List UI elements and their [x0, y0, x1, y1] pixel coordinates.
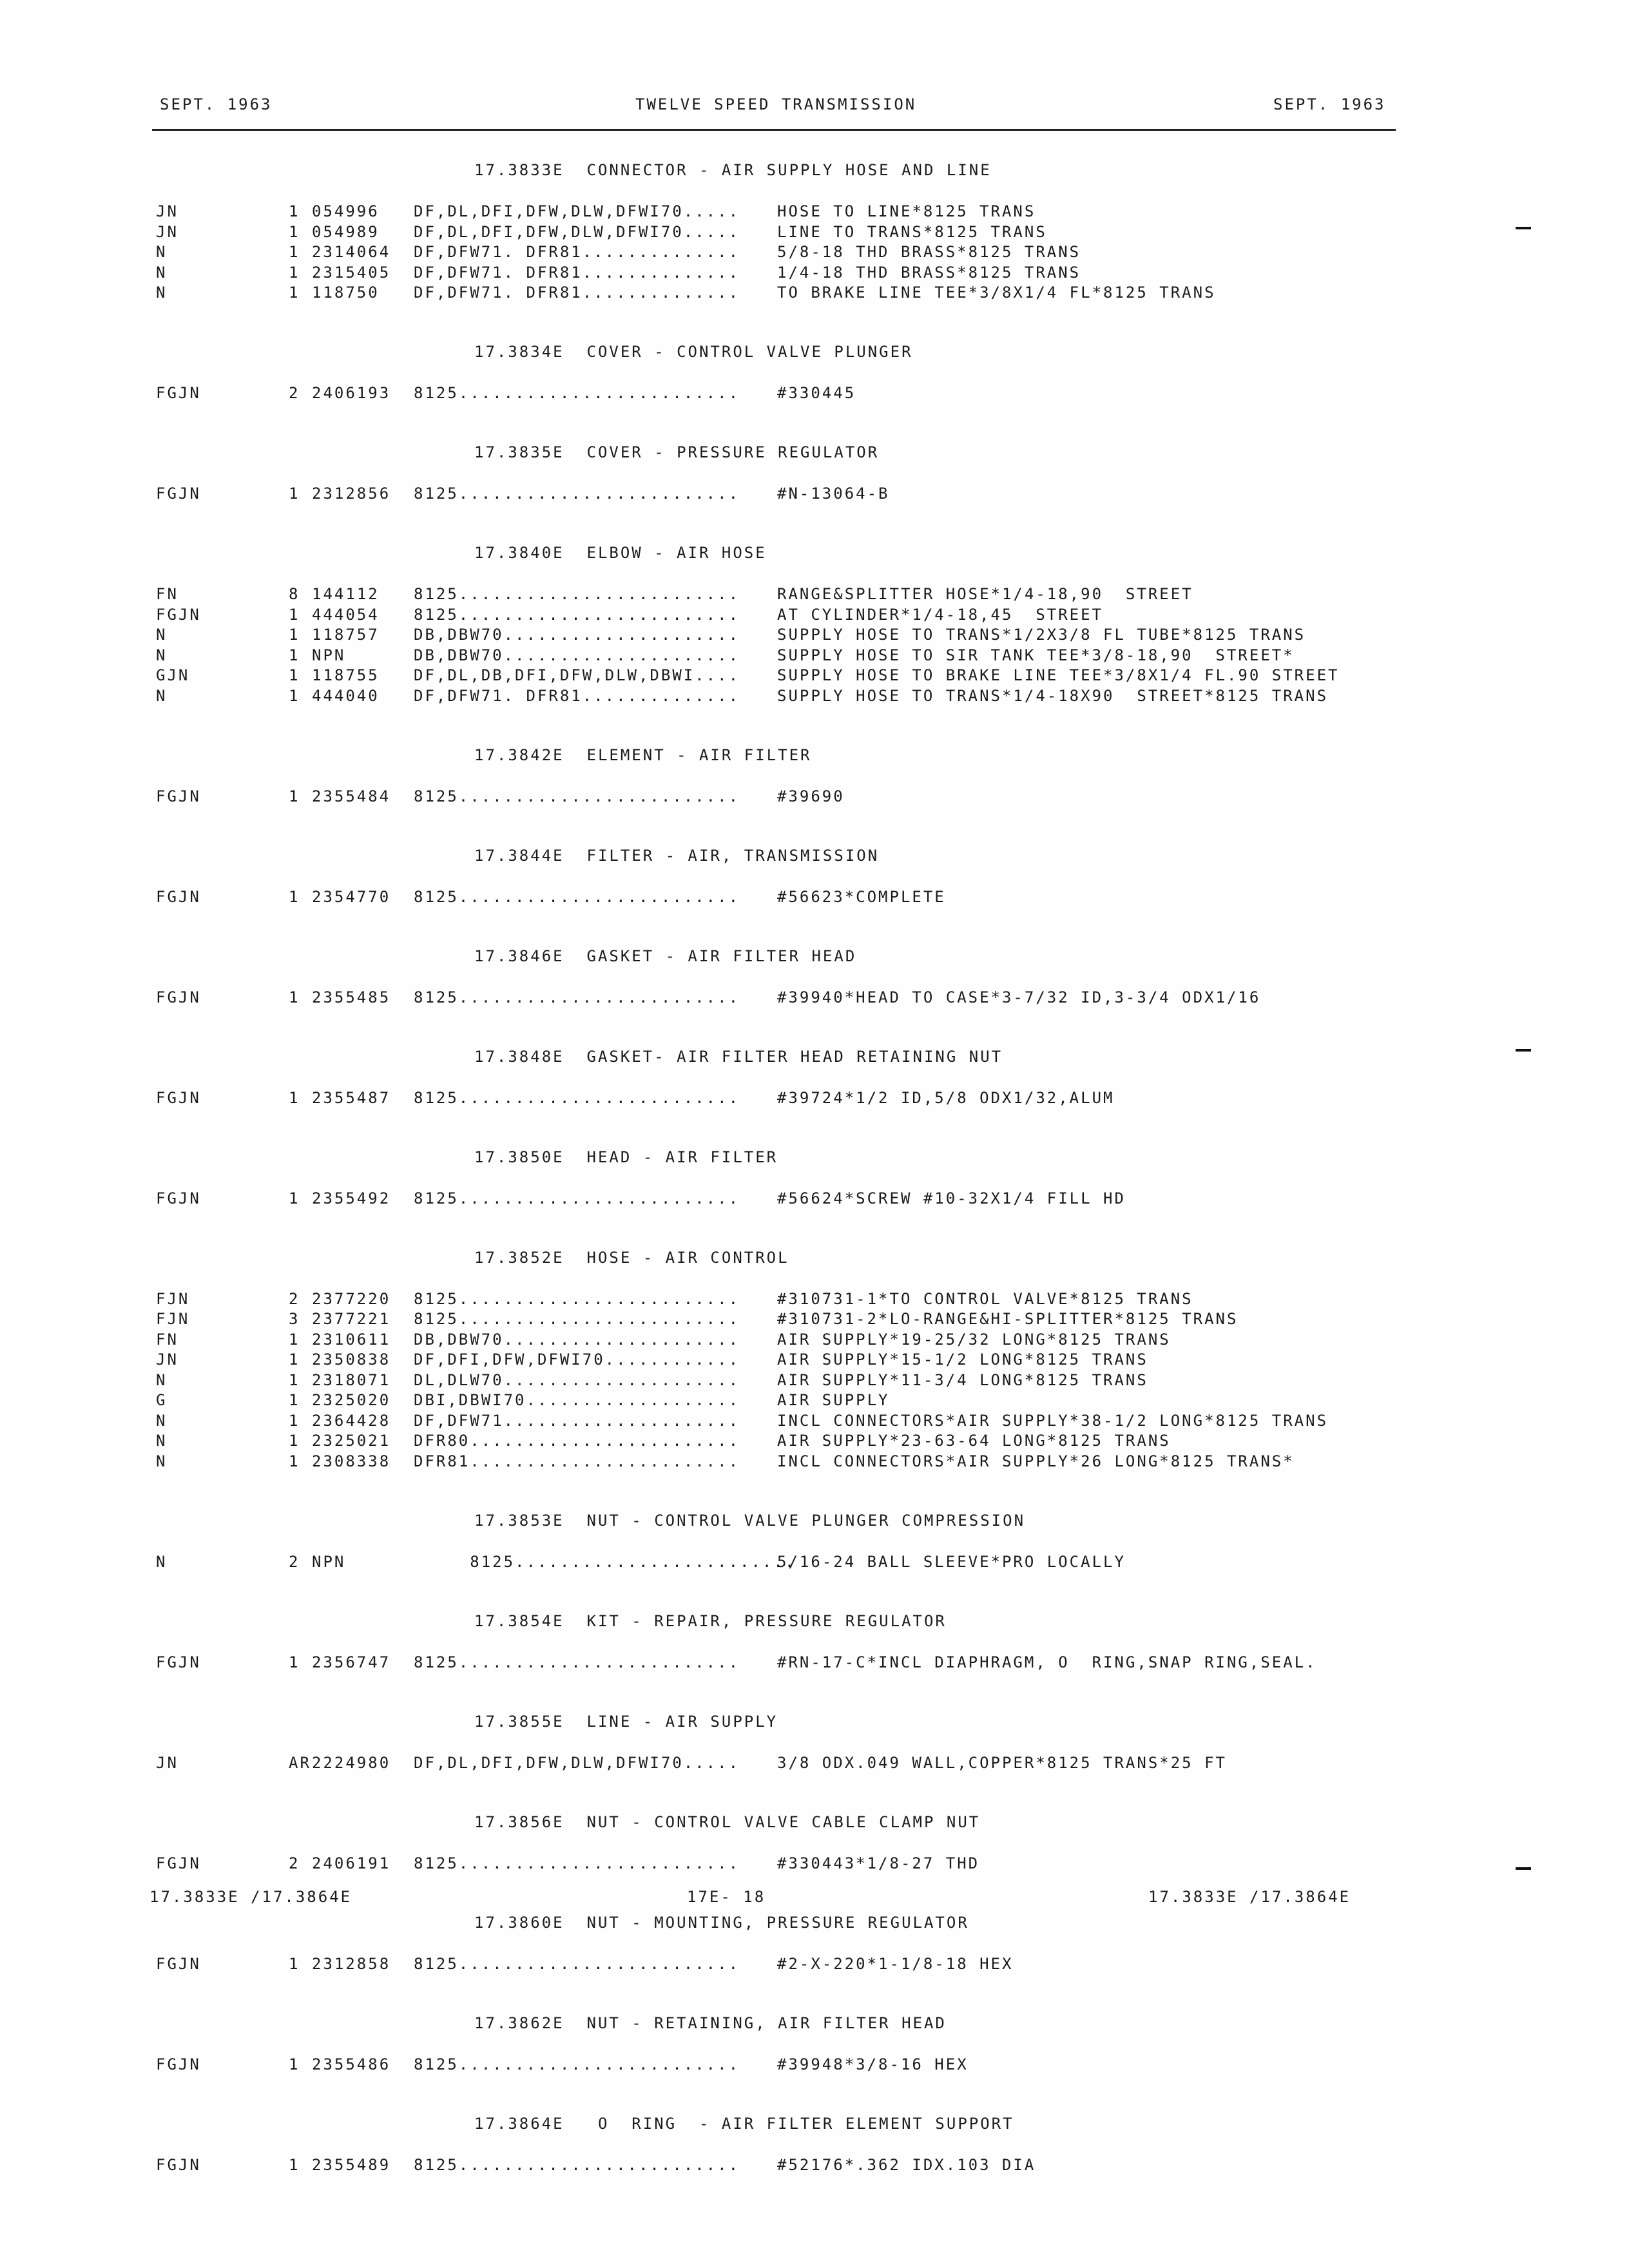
part-number: 2355486	[312, 2055, 391, 2073]
part-row	[0, 485, 1629, 505]
quantity: 1	[289, 1432, 300, 1450]
description: 5/16-24 BALL SLEEVE*PRO LOCALLY	[777, 1552, 1126, 1571]
part-row	[0, 2156, 1629, 2177]
section-title: 17.3842E ELEMENT - AIR FILTER	[474, 745, 812, 764]
part-row	[0, 1854, 1629, 1875]
section-title: 17.3864E O RING - AIR FILTER ELEMENT SUPPORT	[474, 2114, 1014, 2133]
footer-range-left: 17.3833E /17.3864E	[149, 1888, 352, 1906]
quantity: 1	[289, 988, 300, 1006]
model-codes: FGJN	[156, 887, 201, 906]
part-row	[0, 1310, 1629, 1331]
part-number: 2364428	[312, 1411, 391, 1430]
part-row	[0, 988, 1629, 1009]
part-number: 2355489	[312, 2155, 391, 2174]
model-codes: N	[156, 243, 168, 261]
description: #56623*COMPLETE	[777, 887, 946, 906]
part-row	[0, 1412, 1629, 1432]
quantity: 1	[289, 202, 300, 220]
application: 8125.........................	[414, 2155, 740, 2174]
quantity: 1	[289, 1411, 300, 1430]
quantity: 1	[289, 284, 300, 302]
application: DFR80........................	[414, 1432, 740, 1450]
description: #2-X-220*1-1/8-18 HEX	[777, 1954, 1014, 1973]
model-codes: JN	[156, 1753, 178, 1772]
section-title: 17.3854E KIT - REPAIR, PRESSURE REGULATOR	[474, 1611, 947, 1630]
application: 8125.........................	[414, 1289, 740, 1308]
part-number: 2224980	[312, 1753, 391, 1772]
application: DF,DFW71. DFR81..............	[414, 686, 740, 705]
description: LINE TO TRANS*8125 TRANS	[777, 222, 1047, 241]
part-row	[0, 787, 1629, 808]
quantity: 3	[289, 1310, 300, 1328]
part-number: 2377220	[312, 1289, 391, 1308]
application: DB,DBW70.....................	[414, 646, 740, 664]
application: 8125.........................	[414, 1310, 740, 1328]
quantity: 2	[289, 1289, 300, 1308]
application: DB,DBW70.....................	[414, 626, 740, 644]
part-number: 2318071	[312, 1370, 391, 1389]
application: 8125.........................	[414, 1088, 740, 1107]
part-row	[0, 585, 1629, 606]
description: SUPPLY HOSE TO SIR TANK TEE*3/8-18,90 STREET*	[777, 646, 1295, 664]
application: DF,DL,DFI,DFW,DLW,DFWI70.....	[414, 1753, 740, 1772]
quantity: 1	[289, 1391, 300, 1409]
model-codes: JN	[156, 222, 178, 241]
quantity: 1	[289, 1653, 300, 1671]
model-codes: FJN	[156, 1310, 190, 1328]
application: DF,DFW71.....................	[414, 1411, 740, 1430]
quantity: 1	[289, 787, 300, 805]
part-number: 2355487	[312, 1088, 391, 1107]
application: DF,DFW71. DFR81..............	[414, 284, 740, 302]
description: #N-13064-B	[777, 485, 890, 503]
application: 8125.........................	[414, 485, 740, 503]
page-header	[0, 95, 1629, 121]
header-date-right: SEPT. 1963	[1273, 95, 1386, 113]
part-number: 2312856	[312, 485, 391, 503]
description: #52176*.362 IDX.103 DIA	[777, 2155, 1036, 2174]
description: SUPPLY HOSE TO TRANS*1/4-18X90 STREET*8125 TRANS	[777, 686, 1329, 705]
model-codes: JN	[156, 1350, 178, 1369]
application: DFR81........................	[414, 1452, 740, 1470]
description: AIR SUPPLY*19-25/32 LONG*8125 TRANS	[777, 1330, 1171, 1349]
section-title: 17.3848E GASKET- AIR FILTER HEAD RETAINING NUT	[474, 1047, 1003, 1066]
part-number: 2406191	[312, 1854, 391, 1872]
quantity: 1	[289, 686, 300, 705]
application: 8125.........................	[414, 2055, 740, 2073]
part-row	[0, 1391, 1629, 1412]
section-title: 17.3855E LINE - AIR SUPPLY	[474, 1712, 778, 1731]
application: 8125.........................	[414, 605, 740, 624]
description: #39690	[777, 787, 845, 805]
footer-range-right: 17.3833E /17.3864E	[1148, 1888, 1351, 1906]
quantity: 1	[289, 243, 300, 261]
model-codes: N	[156, 1370, 168, 1389]
part-row	[0, 284, 1629, 304]
section-title: 17.3860E NUT - MOUNTING, PRESSURE REGULATOR	[474, 1913, 969, 1932]
part-number: 2325021	[312, 1432, 391, 1450]
model-codes: N	[156, 263, 168, 282]
model-codes: FGJN	[156, 605, 201, 624]
quantity: AR	[289, 1753, 311, 1772]
part-number: 444040	[312, 686, 380, 705]
description: SUPPLY HOSE TO TRANS*1/2X3/8 FL TUBE*8125 TRANS	[777, 626, 1306, 644]
quantity: 2	[289, 384, 300, 402]
application: DF,DL,DFI,DFW,DLW,DFWI70.....	[414, 202, 740, 220]
part-number: 2315405	[312, 263, 391, 282]
model-codes: N	[156, 284, 168, 302]
header-date-left: SEPT. 1963	[160, 95, 273, 113]
part-number: 2350838	[312, 1350, 391, 1369]
quantity: 1	[289, 1330, 300, 1349]
part-number: 2406193	[312, 384, 391, 402]
margin-mark	[1516, 227, 1531, 229]
application: DBI,DBWI70...................	[414, 1391, 740, 1409]
quantity: 1	[289, 626, 300, 644]
part-row	[0, 888, 1629, 908]
description: AIR SUPPLY	[777, 1391, 890, 1409]
model-codes: FN	[156, 585, 178, 603]
model-codes: GJN	[156, 666, 190, 684]
quantity: 1	[289, 485, 300, 503]
description: 1/4-18 THD BRASS*8125 TRANS	[777, 263, 1081, 282]
part-row	[0, 687, 1629, 707]
part-row	[0, 384, 1629, 405]
part-row	[0, 666, 1629, 687]
description: RANGE&SPLITTER HOSE*1/4-18,90 STREET	[777, 585, 1193, 603]
part-row	[0, 1653, 1629, 1674]
application: 8125.........................	[414, 384, 740, 402]
page-footer	[0, 1888, 1629, 1914]
part-row	[0, 2055, 1629, 2076]
model-codes: FJN	[156, 1289, 190, 1308]
description: #56624*SCREW #10-32X1/4 FILL HD	[777, 1189, 1126, 1207]
model-codes: N	[156, 1411, 168, 1430]
section-title: 17.3840E ELBOW - AIR HOSE	[474, 544, 767, 562]
description: 5/8-18 THD BRASS*8125 TRANS	[777, 243, 1081, 261]
part-number: 118750	[312, 284, 380, 302]
section-title: 17.3850E HEAD - AIR FILTER	[474, 1148, 778, 1166]
header-title: TWELVE SPEED TRANSMISSION	[635, 95, 917, 113]
application: DL,DLW70.....................	[414, 1370, 740, 1389]
quantity: 1	[289, 2055, 300, 2073]
description: #330445	[777, 384, 856, 402]
model-codes: G	[156, 1391, 168, 1409]
part-number: NPN	[312, 646, 346, 664]
model-codes: FGJN	[156, 485, 201, 503]
section-title: 17.3834E COVER - CONTROL VALVE PLUNGER	[474, 343, 913, 361]
part-number: 054989	[312, 222, 380, 241]
model-codes: FGJN	[156, 787, 201, 805]
description: AIR SUPPLY*23-63-64 LONG*8125 TRANS	[777, 1432, 1171, 1450]
part-number: 2356747	[312, 1653, 391, 1671]
description: #310731-1*TO CONTROL VALVE*8125 TRANS	[777, 1289, 1193, 1308]
part-number: 118755	[312, 666, 380, 684]
application: 8125.........................	[414, 1954, 740, 1973]
model-codes: FGJN	[156, 384, 201, 402]
description: TO BRAKE LINE TEE*3/8X1/4 FL*8125 TRANS	[777, 284, 1216, 302]
description: #RN-17-C*INCL DIAPHRAGM, O RING,SNAP RING,SEAL.	[777, 1653, 1317, 1671]
quantity: 1	[289, 666, 300, 684]
description: INCL CONNECTORS*AIR SUPPLY*26 LONG*8125 TRANS*	[777, 1452, 1295, 1470]
part-row	[0, 1452, 1629, 1473]
application: 8125.........................	[414, 988, 740, 1006]
section-title: 17.3856E NUT - CONTROL VALVE CABLE CLAMP NUT	[474, 1812, 981, 1831]
part-row	[0, 646, 1629, 667]
application: 8125.........................	[414, 887, 740, 906]
part-number: 2308338	[312, 1452, 391, 1470]
section-title: 17.3846E GASKET - AIR FILTER HEAD	[474, 947, 857, 965]
quantity: 1	[289, 1088, 300, 1107]
description: INCL CONNECTORS*AIR SUPPLY*38-1/2 LONG*8125 TRANS	[777, 1411, 1329, 1430]
section-title: 17.3833E CONNECTOR - AIR SUPPLY HOSE AND LINE	[474, 161, 992, 179]
quantity: 1	[289, 1350, 300, 1369]
quantity: 1	[289, 605, 300, 624]
quantity: 1	[289, 1452, 300, 1470]
application: DF,DL,DFI,DFW,DLW,DFWI70.....	[414, 222, 740, 241]
part-row	[0, 243, 1629, 264]
part-number: NPN	[312, 1552, 346, 1571]
part-row	[0, 1432, 1629, 1452]
description: #310731-2*LO-RANGE&HI-SPLITTER*8125 TRANS	[777, 1310, 1239, 1328]
model-codes: FGJN	[156, 1653, 201, 1671]
model-codes: N	[156, 646, 168, 664]
description: SUPPLY HOSE TO BRAKE LINE TEE*3/8X1/4 FL.90 STREET	[777, 666, 1340, 684]
part-number: 2325020	[312, 1391, 391, 1409]
application: 8125.........................	[414, 787, 740, 805]
model-codes: N	[156, 1452, 168, 1470]
application: DF,DFI,DFW,DFWI70............	[414, 1350, 740, 1369]
margin-mark	[1516, 1049, 1531, 1052]
model-codes: N	[156, 686, 168, 705]
model-codes: N	[156, 626, 168, 644]
model-codes: N	[156, 1432, 168, 1450]
quantity: 1	[289, 1189, 300, 1207]
part-number: 2310611	[312, 1330, 391, 1349]
application: DF,DFW71. DFR81..............	[414, 243, 740, 261]
part-row	[0, 1371, 1629, 1392]
description: AIR SUPPLY*11-3/4 LONG*8125 TRANS	[777, 1370, 1148, 1389]
application: DF,DL,DB,DFI,DFW,DLW,DBWI....	[414, 666, 740, 684]
margin-mark	[1516, 1867, 1531, 1870]
part-row	[0, 1754, 1629, 1774]
part-row	[0, 1290, 1629, 1311]
application: 8125.........................	[414, 585, 740, 603]
part-number: 2355492	[312, 1189, 391, 1207]
quantity: 1	[289, 222, 300, 241]
model-codes: FGJN	[156, 2155, 201, 2174]
model-codes: FGJN	[156, 1954, 201, 1973]
footer-page-number: 17E- 18	[687, 1888, 766, 1906]
quantity: 1	[289, 887, 300, 906]
part-number: 2377221	[312, 1310, 391, 1328]
part-row	[0, 264, 1629, 284]
part-number: 2354770	[312, 887, 391, 906]
quantity: 1	[289, 1954, 300, 1973]
model-codes: JN	[156, 202, 178, 220]
description: #39724*1/2 ID,5/8 ODX1/32,ALUM	[777, 1088, 1115, 1107]
part-row	[0, 606, 1629, 626]
part-number: 2355485	[312, 988, 391, 1006]
section-title: 17.3852E HOSE - AIR CONTROL	[474, 1248, 789, 1267]
model-codes: N	[156, 1552, 168, 1571]
part-number: 2312858	[312, 1954, 391, 1973]
application: DB,DBW70.....................	[414, 1330, 740, 1349]
model-codes: FN	[156, 1330, 178, 1349]
part-row	[0, 1189, 1629, 1210]
application: 8125.........................	[414, 1552, 796, 1571]
part-row	[0, 1553, 1629, 1573]
description: HOSE TO LINE*8125 TRANS	[777, 202, 1036, 220]
model-codes: FGJN	[156, 2055, 201, 2073]
quantity: 1	[289, 1370, 300, 1389]
section-title: 17.3862E NUT - RETAINING, AIR FILTER HEAD	[474, 2013, 947, 2032]
description: #39948*3/8-16 HEX	[777, 2055, 969, 2073]
part-row	[0, 1955, 1629, 1975]
section-title: 17.3844E FILTER - AIR, TRANSMISSION	[474, 846, 880, 865]
model-codes: FGJN	[156, 988, 201, 1006]
description: 3/8 ODX.049 WALL,COPPER*8125 TRANS*25 FT	[777, 1753, 1227, 1772]
section-title: 17.3835E COVER - PRESSURE REGULATOR	[474, 443, 880, 461]
description: AIR SUPPLY*15-1/2 LONG*8125 TRANS	[777, 1350, 1148, 1369]
part-number: 144112	[312, 585, 380, 603]
quantity: 1	[289, 263, 300, 282]
quantity: 2	[289, 1552, 300, 1571]
application: 8125.........................	[414, 1854, 740, 1872]
part-number: 2314064	[312, 243, 391, 261]
header-rule	[152, 129, 1396, 131]
part-row	[0, 1350, 1629, 1371]
part-row	[0, 1331, 1629, 1351]
description: #330443*1/8-27 THD	[777, 1854, 980, 1872]
application: 8125.........................	[414, 1653, 740, 1671]
description: #39940*HEAD TO CASE*3-7/32 ID,3-3/4 ODX1/16	[777, 988, 1261, 1006]
description: AT CYLINDER*1/4-18,45 STREET	[777, 605, 1104, 624]
application: 8125.........................	[414, 1189, 740, 1207]
part-row	[0, 1089, 1629, 1110]
quantity: 1	[289, 2155, 300, 2174]
part-number: 444054	[312, 605, 380, 624]
application: DF,DFW71. DFR81..............	[414, 263, 740, 282]
quantity: 8	[289, 585, 300, 603]
part-row	[0, 223, 1629, 244]
quantity: 2	[289, 1854, 300, 1872]
section-title: 17.3853E NUT - CONTROL VALVE PLUNGER COMPRESSION	[474, 1511, 1026, 1530]
model-codes: FGJN	[156, 1088, 201, 1107]
part-row	[0, 626, 1629, 646]
model-codes: FGJN	[156, 1189, 201, 1207]
model-codes: FGJN	[156, 1854, 201, 1872]
part-number: 2355484	[312, 787, 391, 805]
part-number: 054996	[312, 202, 380, 220]
quantity: 1	[289, 646, 300, 664]
part-row	[0, 202, 1629, 223]
part-number: 118757	[312, 626, 380, 644]
